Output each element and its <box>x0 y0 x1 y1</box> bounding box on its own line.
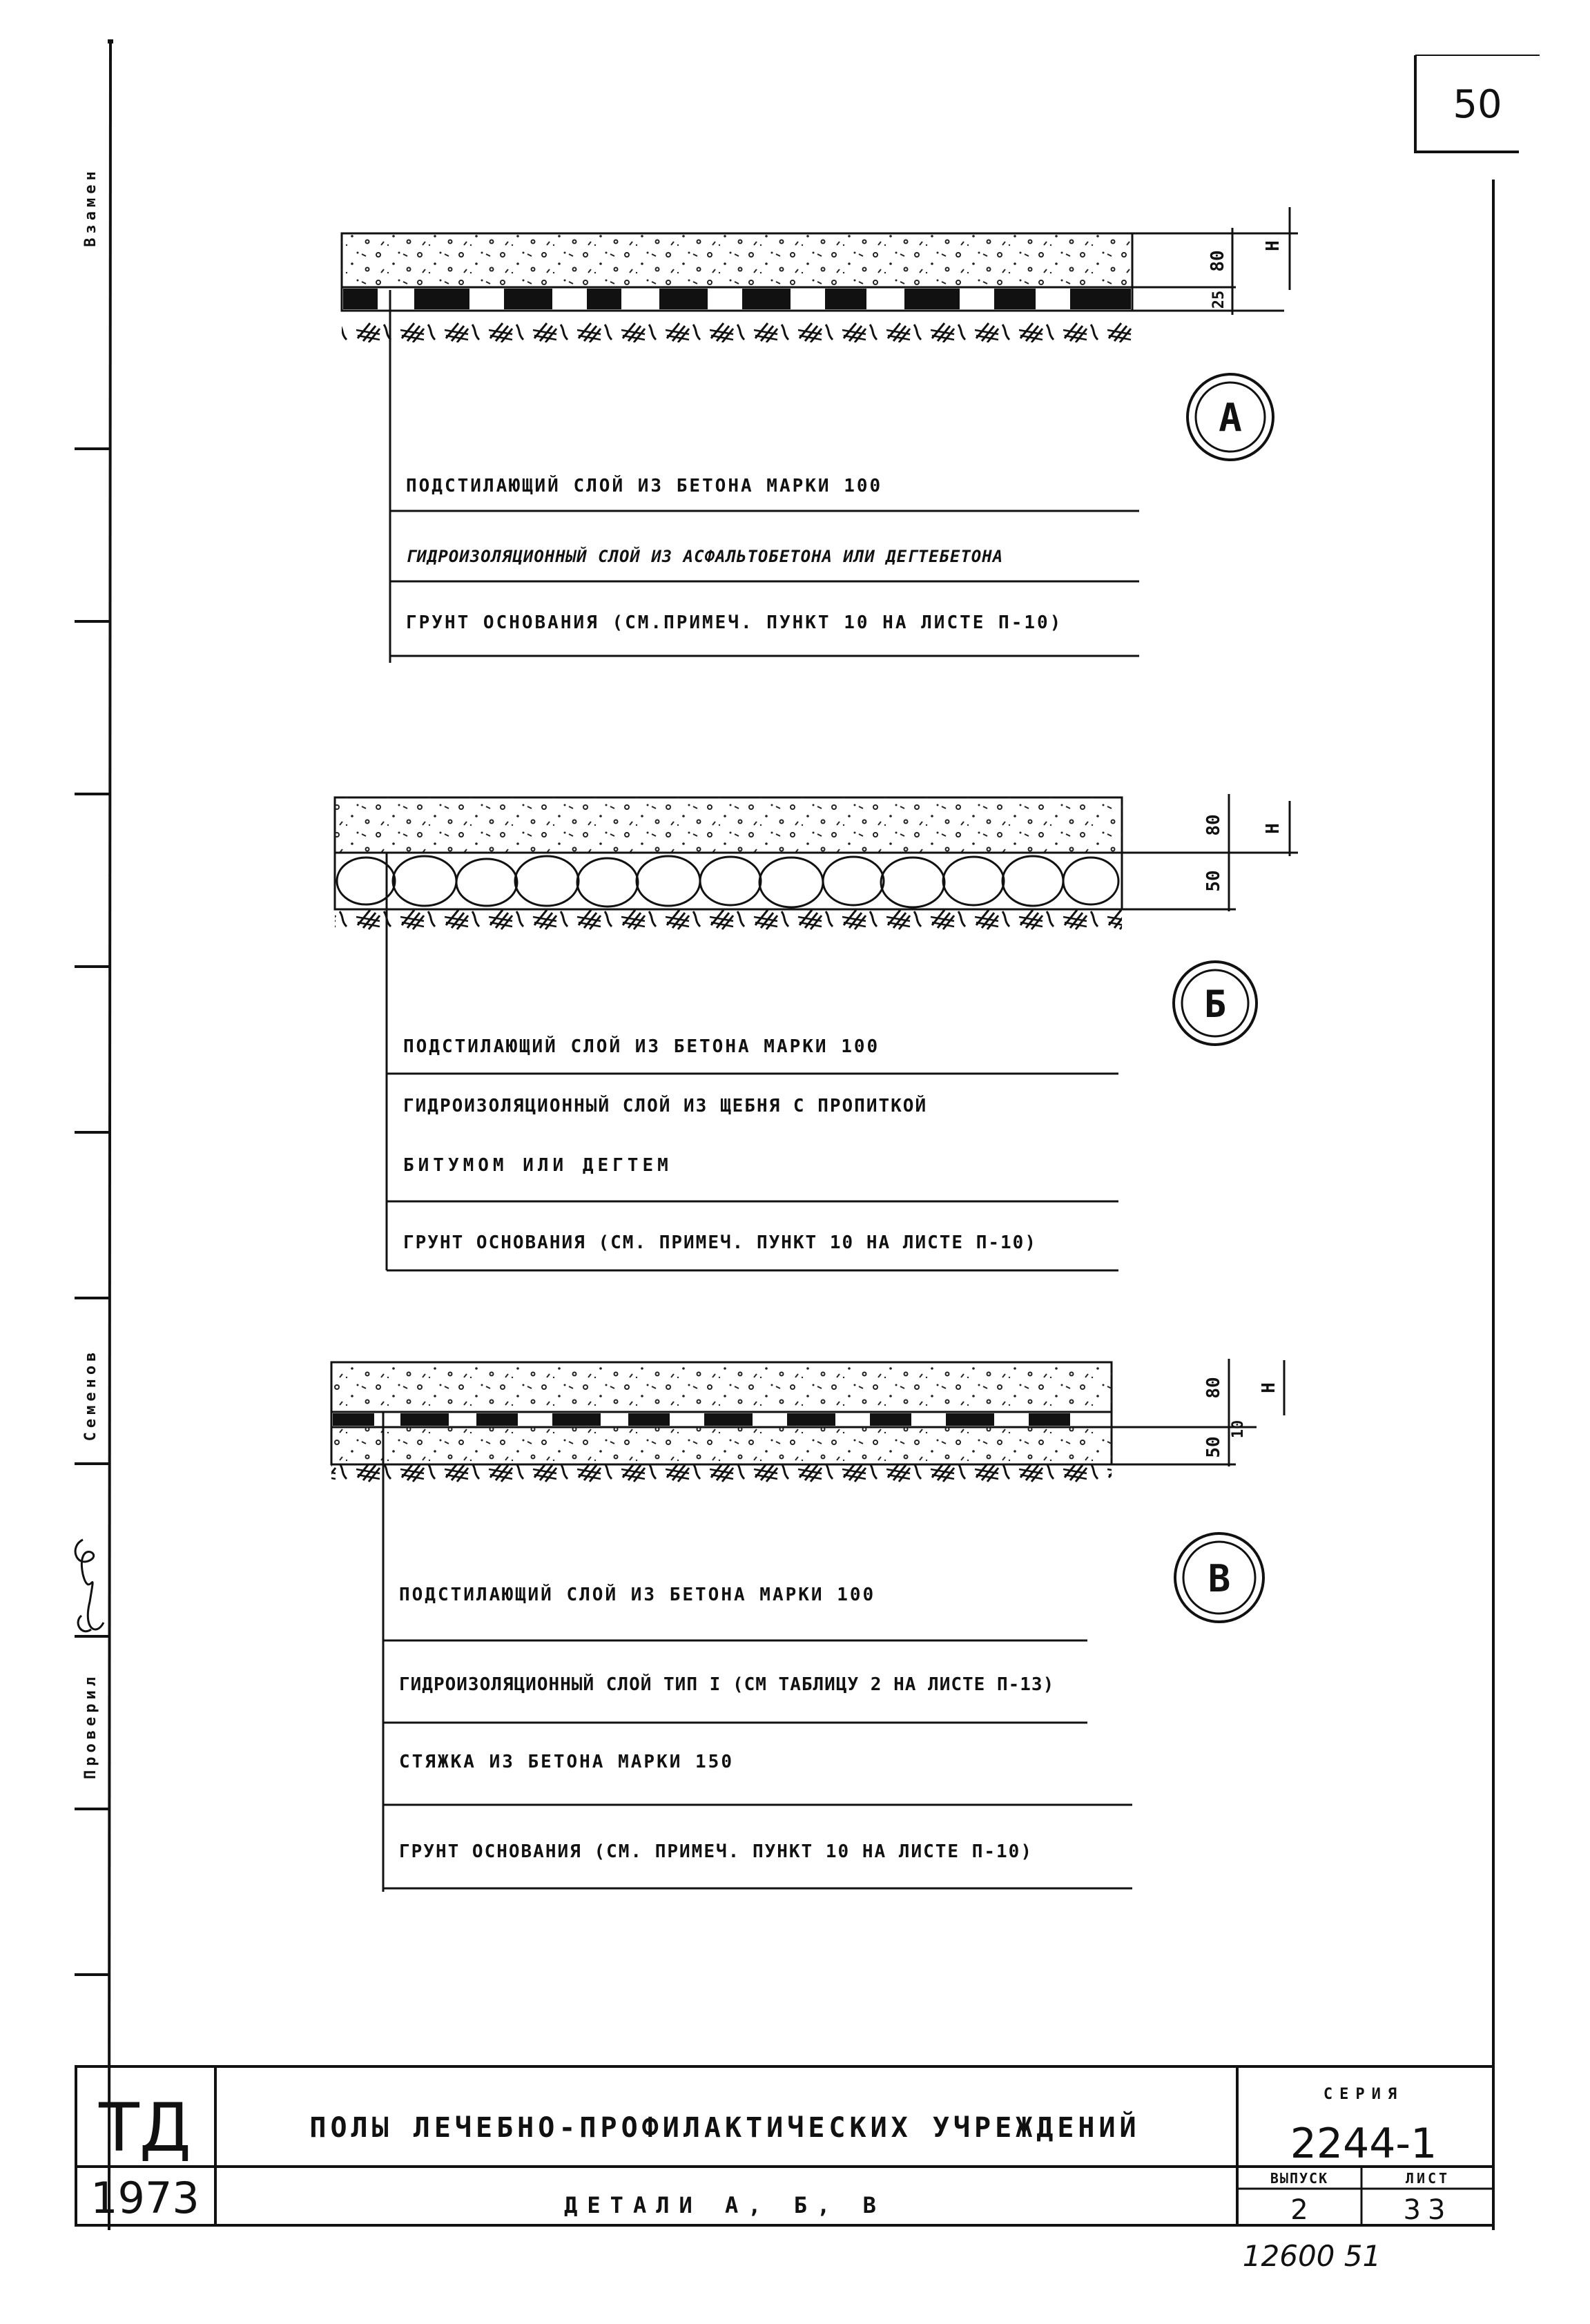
svg-text:10: 10 <box>1230 1420 1247 1439</box>
sheet-label: ЛИСТ <box>1405 2170 1451 2187</box>
detail-a <box>342 207 1298 663</box>
issue-value: 2 <box>1290 2194 1308 2226</box>
svg-text:Б: Б <box>1203 982 1227 1026</box>
layer-label: ПОДСТИЛАЮЩИЙ СЛОЙ ИЗ БЕТОНА МАРКИ 100 <box>403 1036 880 1057</box>
layer-label: ГРУНТ ОСНОВАНИЯ (СМ. ПРИМЕЧ. ПУНКТ 10 НА ЛИСТЕ П-10) <box>403 1232 1037 1253</box>
detail-b <box>335 794 1298 1270</box>
right-border <box>1415 55 1540 2230</box>
layer-label: ГРУНТ ОСНОВАНИЯ (СМ.ПРИМЕЧ. ПУНКТ 10 НА ЛИСТЕ П-10) <box>406 612 1063 633</box>
side-label-author <box>82 1348 99 1442</box>
detail-v-dimensions <box>1112 1359 1284 1466</box>
detail-v-layers <box>383 1583 1132 1888</box>
svg-text:H: H <box>1259 1382 1279 1393</box>
svg-text:25: 25 <box>1210 290 1228 309</box>
svg-text:Проверил: Проверил <box>82 1673 99 1779</box>
archive-number: 12600 51 <box>1242 2239 1381 2273</box>
layer-label: ПОДСТИЛАЮЩИЙ СЛОЙ ИЗ БЕТОНА МАРКИ 100 <box>399 1585 876 1605</box>
layer-label: ГРУНТ ОСНОВАНИЯ (СМ. ПРИМЕЧ. ПУНКТ 10 НА ЛИСТЕ П-10) <box>399 1841 1033 1862</box>
svg-text:50: 50 <box>1203 1436 1224 1458</box>
year: 1973 <box>90 2173 200 2223</box>
svg-text:80: 80 <box>1203 814 1224 836</box>
svg-text:В: В <box>1208 1557 1231 1600</box>
detail-v-marker <box>1175 1533 1263 1622</box>
layer-label: ГИДРОИЗОЛЯЦИОННЫЙ СЛОЙ ТИП I (СМ ТАБЛИЦУ 2 НА ЛИСТЕ П-13) <box>399 1674 1055 1695</box>
svg-text:Семенов: Семенов <box>82 1348 99 1442</box>
page-number: 50 <box>1453 82 1502 127</box>
sheet-value: 33 <box>1403 2194 1453 2226</box>
detail-b-dimensions <box>1122 794 1298 911</box>
left-margin <box>75 41 113 2230</box>
layer-label: СТЯЖКА ИЗ БЕТОНА МАРКИ 150 <box>399 1752 734 1772</box>
signature <box>75 1540 104 1631</box>
drawing-title: ПОЛЫ ЛЕЧЕБНО-ПРОФИЛАКТИЧЕСКИХ УЧРЕЖДЕНИЙ <box>309 2112 1141 2144</box>
detail-a-section <box>342 233 1132 342</box>
title-block <box>76 2066 1493 2226</box>
detail-a-layers <box>390 474 1139 656</box>
svg-text:H: H <box>1263 240 1283 251</box>
svg-text:H: H <box>1263 823 1283 834</box>
side-label-checked <box>82 1673 99 1779</box>
detail-a-marker <box>1187 374 1273 460</box>
org-mark: ТД <box>99 2089 191 2167</box>
series-value: 2244-1 <box>1290 2120 1437 2168</box>
svg-text:Взамен: Взамен <box>82 167 99 247</box>
detail-v-section <box>331 1362 1112 1495</box>
svg-text:80: 80 <box>1203 1377 1224 1399</box>
detail-a-dimensions <box>1132 207 1298 315</box>
svg-text:80: 80 <box>1208 250 1228 272</box>
svg-text:А: А <box>1219 396 1242 440</box>
issue-label: ВЫПУСК <box>1270 2170 1329 2187</box>
detail-v <box>331 1359 1284 1892</box>
layer-label: БИТУМОМ ИЛИ ДЕГТЕМ <box>403 1155 672 1176</box>
series-label: СЕРИЯ <box>1323 2086 1404 2103</box>
layer-label: ГИДРОИЗОЛЯЦИОННЫЙ СЛОЙ ИЗ ЩЕБНЯ С ПРОПИТКОЙ <box>403 1096 928 1116</box>
side-label-replacement <box>82 167 99 246</box>
detail-b-marker <box>1174 962 1257 1045</box>
detail-b-layers <box>387 1035 1118 1270</box>
layer-label: ГИДРОИЗОЛЯЦИОННЫЙ СЛОЙ ИЗ АСФАЛЬТОБЕТОНА ИЛИ ДЕГТЕБЕТОНА <box>406 547 1004 566</box>
layer-label: ПОДСТИЛАЮЩИЙ СЛОЙ ИЗ БЕТОНА МАРКИ 100 <box>406 476 883 496</box>
drawing-subtitle: ДЕТАЛИ А, Б, В <box>564 2192 886 2218</box>
svg-text:50: 50 <box>1203 870 1224 892</box>
detail-b-section <box>335 797 1122 941</box>
